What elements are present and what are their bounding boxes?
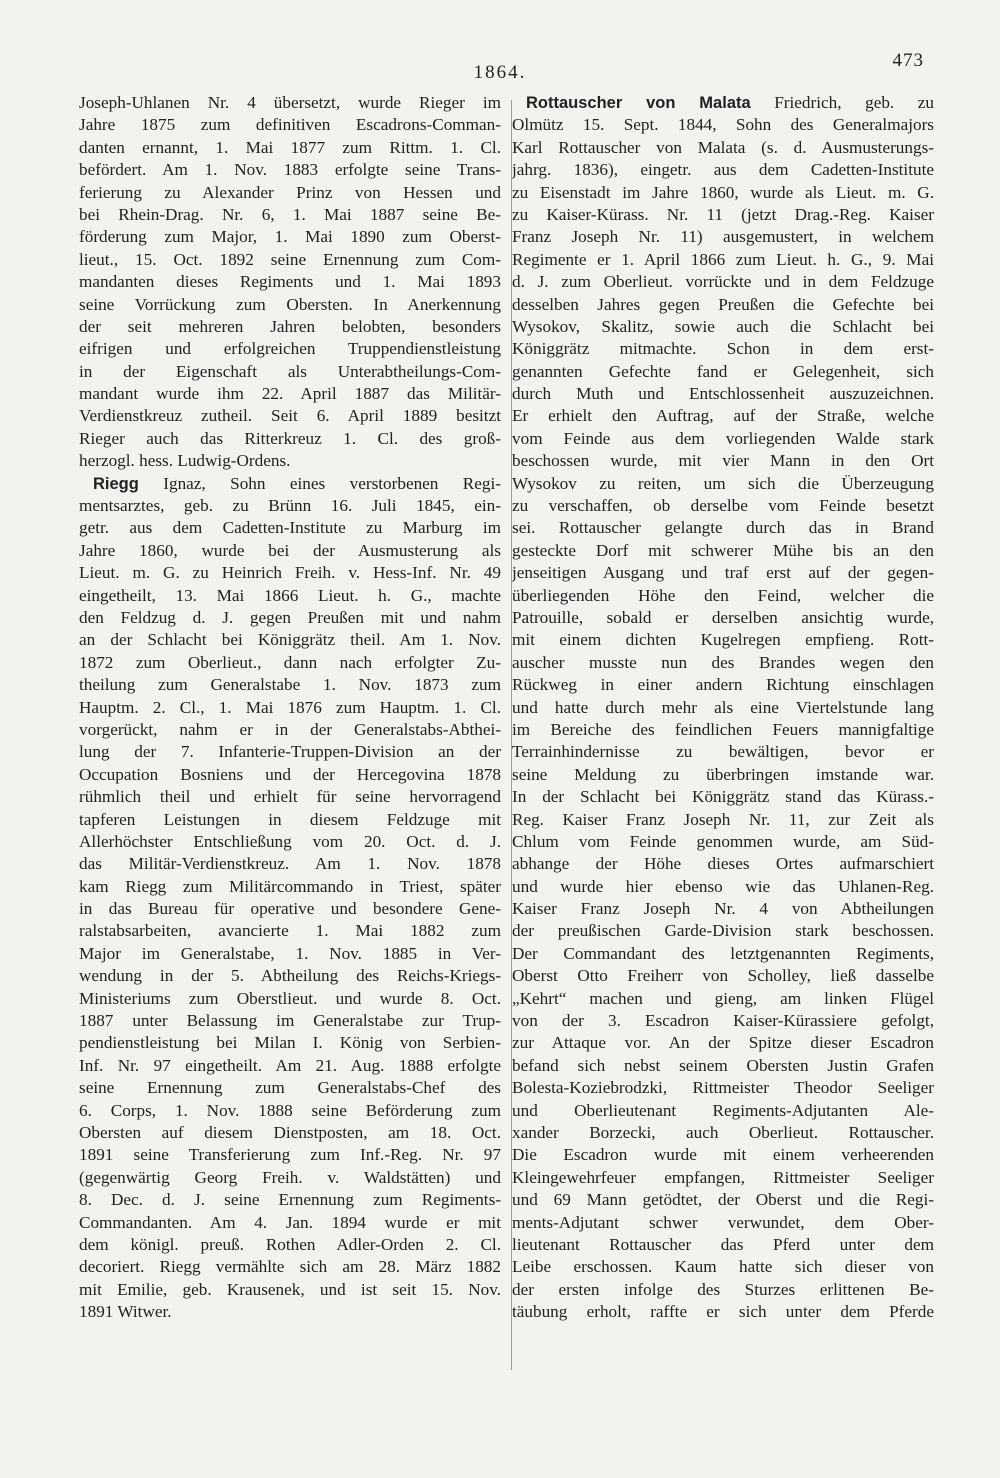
text-line: seine Vorrückung zum Obersten. In Anerkennung [79, 294, 501, 314]
text-line: Verdienstkreuz zutheil. Seit 6. April 1889 besitzt [79, 406, 501, 426]
entry-heading-text: Ignaz, Sohn eines verstorbenen Regi- [138, 473, 501, 493]
text-line: lieutenant Rottauscher das Pferd unter dem [512, 1234, 934, 1254]
text-line: herzogl. hess. Ludwig-Ordens. [79, 451, 291, 471]
text-line: d. J. zum Oberlieut. vorrückte und in dem Feldzuge [512, 272, 934, 292]
text-line: Kaiser Franz Joseph Nr. 4 von Abtheilungen [512, 899, 934, 919]
text-line: im Bereiche des feindlichen Feuers mannigfaltige [512, 719, 934, 739]
text-line: das Militär-Verdienstkreuz. Am 1. Nov. 1878 [79, 854, 501, 874]
text-line: Terrainhindernisse zu bewältigen, bevor er [512, 742, 934, 762]
text-line: befördert. Am 1. Nov. 1883 erfolgte seine Trans- [79, 160, 501, 180]
text-line: auscher musste nun des Brandes wegen den [512, 652, 934, 672]
page-number: 473 [892, 50, 924, 71]
text-line: xander Borzecki, auch Oberlieut. Rottauscher. [512, 1122, 934, 1142]
page-header-year: 1864. [473, 62, 527, 83]
text-line: genannten Gefechte fand er Gelegenheit, sich [512, 361, 934, 381]
text-line: Joseph-Uhlanen Nr. 4 übersetzt, wurde Rieger im [79, 93, 501, 112]
text-line: 1891 seine Transferierung zum Inf.-Reg. Nr. 97 [79, 1145, 501, 1165]
text-line: lung der 7. Infanterie-Truppen-Division an der [79, 742, 501, 762]
text-line: eingetheilt, 13. Mai 1866 Lieut. h. G., machte [79, 585, 501, 605]
text-line: der seit mehreren Jahren belobten, besonders [79, 316, 501, 336]
text-line: Reg. Kaiser Franz Joseph Nr. 11, zur Zeit als [512, 809, 934, 829]
text-line: überliegenden Höhe den Feind, welcher die [512, 585, 934, 605]
text-line: Jahre 1860, wurde bei der Ausmusterung als [79, 540, 501, 560]
text-line: Patrouille, sobald er derselben ansichtig wurde, [512, 607, 934, 627]
text-line: jenseitigen Ausgang und traf erst auf der gegen- [512, 563, 934, 583]
text-line: sei. Rottauscher gelangte durch das in Brand [512, 518, 934, 538]
text-line: Wysokov, Skalitz, sowie auch die Schlacht bei [512, 316, 934, 336]
text-line: Jahre 1875 zum definitiven Escadrons-Comman- [79, 115, 501, 135]
text-line: von der 3. Escadron Kaiser-Kürassiere gefolgt, [512, 1011, 934, 1031]
text-line: bei Rhein-Drag. Nr. 6, 1. Mai 1887 seine Be- [79, 204, 501, 224]
text-line: Der Commandant des letztgenannten Regiments, [512, 943, 934, 963]
text-line: desselben Jahres gegen Preußen die Gefechte bei [512, 294, 934, 314]
text-line: Allerhöchster Entschließung vom 20. Oct. d. J. [79, 831, 501, 851]
text-line: mandant wurde ihm 22. April 1887 das Militär- [79, 384, 501, 404]
text-line: 8. Dec. d. J. seine Ernennung zum Regiments- [79, 1190, 501, 1210]
text-line: Lieut. m. G. zu Heinrich Freih. v. Hess-Inf. Nr. 49 [79, 563, 501, 583]
text-line: seine Ernennung zum Generalstabs-Chef des [79, 1078, 501, 1098]
text-line: mit Emilie, geb. Krausenek, und ist seit 15. Nov. [79, 1279, 501, 1299]
entry-name: Riegg [93, 474, 139, 493]
entry-heading-line [512, 92, 934, 114]
text-line: förderung zum Major, 1. Mai 1890 zum Oberst- [79, 227, 501, 247]
text-line: zur Attaque vor. An der Spitze dieser Escadron [512, 1033, 934, 1053]
text-line: seine Meldung zu überbringen imstande war. [512, 764, 934, 784]
text-line: zu verschaffen, ob derselbe vom Feinde besetzt [512, 496, 934, 516]
text-line: Die Escadron wurde mit einem verheerenden [512, 1145, 934, 1165]
text-line: mandanten dieses Regiments und 1. Mai 1893 [79, 272, 501, 292]
text-line: in der Eigenschaft als Unterabtheilungs-Com- [79, 361, 501, 381]
text-line: Rückweg in einer andern Richtung einschlagen [512, 675, 934, 695]
text-line: Chlum vom Feinde genommen wurde, am Süd- [512, 831, 934, 851]
text-line: 1891 Witwer. [79, 1302, 172, 1322]
text-line: jahrg. 1836), eingetr. aus dem Cadetten-Institute [512, 160, 934, 180]
text-line: pendienstleistung bei Milan I. König von Serbien- [79, 1033, 501, 1053]
text-line: Major im Generalstabe, 1. Nov. 1885 in Ver- [79, 943, 501, 963]
text-line: Regimente er 1. April 1866 zum Lieut. h. G., 9. Mai [512, 249, 934, 269]
text-line: lieut., 15. Oct. 1892 seine Ernennung zum Com- [79, 249, 501, 269]
text-line: vorgerückt, nahm er in der Generalstabs-Abthei- [79, 719, 501, 739]
text-line: theilung zum Generalstabe 1. Nov. 1873 zum [79, 675, 501, 695]
text-line: Occupation Bosniens und der Hercegovina 1878 [79, 764, 501, 784]
text-line: täubung erholt, raffte er sich unter dem Pferde [512, 1302, 934, 1322]
text-line: Ministeriums zum Oberstlieut. und wurde 8. Oct. [79, 988, 501, 1008]
text-line: Oberst Otto Freiherr von Scholley, ließ dasselbe [512, 966, 934, 986]
left-column [79, 92, 501, 1323]
text-line: danten ernannt, 1. Mai 1877 zum Rittm. 1. Cl. [79, 137, 501, 157]
text-line: 1887 unter Belassung im Generalstabe zur Trup- [79, 1011, 501, 1031]
text-line: rühmlich theil und erhielt für seine hervorragend [79, 787, 501, 807]
text-line: 1872 zum Oberlieut., dann nach erfolgter Zu- [79, 652, 501, 672]
text-line: Inf. Nr. 97 eingetheilt. Am 21. Aug. 1888 erfolgte [79, 1055, 501, 1075]
text-line: Er erhielt den Auftrag, auf der Straße, welche [512, 406, 934, 426]
text-line: und 69 Mann getödtet, der Oberst und die Regi- [512, 1190, 934, 1210]
text-line: ferierung zu Alexander Prinz von Hessen und [79, 182, 501, 202]
text-line: „Kehrt“ machen und gieng, am linken Flügel [512, 988, 934, 1008]
text-line: 6. Corps, 1. Nov. 1888 seine Beförderung zum [79, 1100, 501, 1120]
text-line: eifrigen und erfolgreichen Truppendienstleistung [79, 339, 501, 359]
text-line: Königgrätz mitmachte. Schon in dem erst- [512, 339, 934, 359]
text-line: befand sich nebst seinem Obersten Justin Grafen [512, 1055, 934, 1075]
text-line: zu Eisenstadt im Jahre 1860, wurde als Lieut. m. G. [512, 182, 934, 202]
entry-heading-text: Friedrich, geb. zu [750, 93, 934, 112]
text-line: mit einem dichten Kugelregen empfieng. Rott- [512, 630, 934, 650]
text-line: und wurde hier ebenso wie das Uhlanen-Reg. [512, 876, 934, 896]
text-line: dem königl. preuß. Rothen Adler-Orden 2. Cl. [79, 1234, 501, 1254]
right-column [512, 92, 934, 1323]
text-line: ralstabsarbeiten, avancierte 1. Mai 1882 zum [79, 921, 501, 941]
text-line: durch Muth und Entschlossenheit auszuzeichnen. [512, 384, 934, 404]
text-line: kam Riegg zum Militärcommando in Triest, später [79, 876, 501, 896]
text-line: tapferen Leistungen in diesem Feldzuge mit [79, 809, 501, 829]
entry-heading-line [79, 473, 501, 495]
text-line: Leibe erschossen. Kaum hatte sich dieser von [512, 1257, 934, 1277]
text-line: der ersten infolge des Sturzes erlittenen Be- [512, 1279, 934, 1299]
text-line: und Oberlieutenant Regiments-Adjutanten Ale- [512, 1100, 934, 1120]
text-line: mentsarztes, geb. zu Brünn 16. Juli 1845, ein- [79, 496, 501, 516]
text-line: Hauptm. 2. Cl., 1. Mai 1876 zum Hauptm. 1. Cl. [79, 697, 501, 717]
text-line: Olmütz 15. Sept. 1844, Sohn des Generalmajors [512, 115, 934, 135]
text-line: Rieger auch das Ritterkreuz 1. Cl. des groß- [79, 428, 501, 448]
text-line: an der Schlacht bei Königgrätz theil. Am 1. Nov. [79, 630, 501, 650]
text-line: den Feldzug d. J. gegen Preußen mit und nahm [79, 607, 501, 627]
text-line: Obersten auf diesem Dienstposten, am 18. Oct. [79, 1122, 501, 1142]
text-line: (gegenwärtig Georg Freih. v. Waldstätten) und [79, 1167, 501, 1187]
text-line: getr. aus dem Cadetten-Institute zu Marburg im [79, 518, 501, 538]
text-line: beschossen wurde, mit vier Mann in den Ort [512, 451, 934, 471]
text-line: Karl Rottauscher von Malata (s. d. Ausmusterungs- [512, 137, 934, 157]
entry-name: Rottauscher von Malata [526, 94, 751, 112]
text-line: abhange der Höhe dieses Ortes aufmarschiert [512, 854, 934, 874]
text-line: zu Kaiser-Kürass. Nr. 11 (jetzt Drag.-Reg. Kaiser [512, 204, 934, 224]
text-line: wendung in der 5. Abtheilung des Reichs-Kriegs- [79, 966, 501, 986]
text-line: Franz Joseph Nr. 11) ausgemustert, in welchem [512, 227, 934, 247]
text-line: in das Bureau für operative und besondere Gene- [79, 899, 501, 919]
text-line: Commandanten. Am 4. Jan. 1894 wurde er mit [79, 1212, 501, 1232]
text-line: decoriert. Riegg vermählte sich am 28. März 1882 [79, 1257, 501, 1277]
text-line: gesteckte Dorf mit schwerer Mühe bis an den [512, 540, 934, 560]
text-line: und hatte durch mehr als eine Viertelstunde lang [512, 697, 934, 717]
text-line: ments-Adjutant schwer verwundet, dem Ober- [512, 1212, 934, 1232]
text-line: Kleingewehrfeuer empfangen, Rittmeister Seeliger [512, 1167, 934, 1187]
text-line: Wysokov zu reiten, um sich die Überzeugung [512, 473, 934, 493]
text-line: vom Feinde aus dem vorliegenden Walde stark [512, 428, 934, 448]
text-line: Bolesta-Koziebrodzki, Rittmeister Theodor Seeliger [512, 1078, 934, 1098]
text-line: In der Schlacht bei Königgrätz stand das Kürass.- [512, 787, 934, 807]
text-line: der preußischen Garde-Division stark beschossen. [512, 921, 934, 941]
